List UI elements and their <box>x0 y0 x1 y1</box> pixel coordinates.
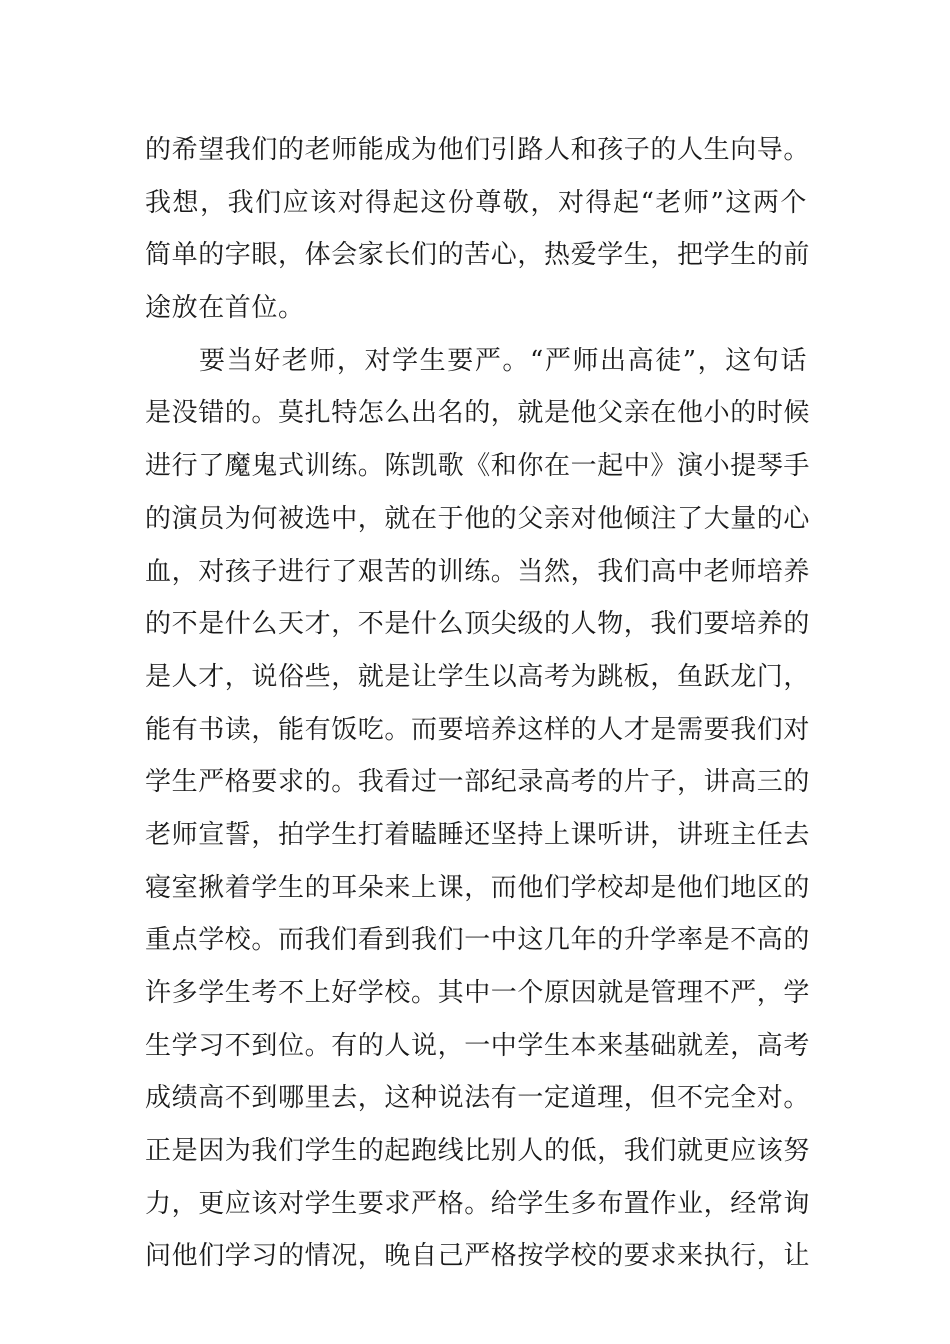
text-line: 血，对孩子进行了艰苦的训练。当然，我们高中老师培养 <box>145 556 811 587</box>
text-line: 力，更应该对学生要求严格。给学生多布置作业，经常询 <box>145 1188 811 1219</box>
text-line: 老师宣誓，拍学生打着瞌睡还坚持上课听讲，讲班主任去 <box>145 819 811 850</box>
text-line: 我想，我们应该对得起这份尊敬，对得起“老师”这两个 <box>145 187 807 218</box>
text-line: 问他们学习的情况，晚自己严格按学校的要求来执行，让 <box>145 1241 811 1272</box>
text-line: 简单的字眼，体会家长们的苦心，热爱学生，把学生的前 <box>145 240 811 271</box>
text-line: 能有书读，能有饭吃。而要培养这样的人才是需要我们对 <box>145 714 811 745</box>
paragraph-first-line: 要当好老师，对学生要严。“严师出高徒”，这句话 <box>199 345 807 376</box>
text-line: 是没错的。莫扎特怎么出名的，就是他父亲在他小的时候 <box>145 398 811 429</box>
text-line: 生学习不到位。有的人说，一中学生本来基础就差，高考 <box>145 1030 811 1061</box>
text-line: 的希望我们的老师能成为他们引路人和孩子的人生向导。 <box>145 135 811 165</box>
text-line: 重点学校。而我们看到我们一中这几年的升学率是不高的 <box>145 925 811 956</box>
text-line: 的演员为何被选中，就在于他的父亲对他倾注了大量的心 <box>145 503 811 534</box>
text-line: 是人才，说俗些，就是让学生以高考为跳板，鱼跃龙门， <box>145 661 811 692</box>
text-line: 正是因为我们学生的起跑线比别人的低，我们就更应该努 <box>145 1136 811 1167</box>
text-line: 寝室揪着学生的耳朵来上课，而他们学校却是他们地区的 <box>145 872 811 903</box>
text-line: 途放在首位。 <box>145 293 305 324</box>
body-text <box>145 124 811 1283</box>
text-line: 学生严格要求的。我看过一部纪录高考的片子，讲高三的 <box>145 767 811 798</box>
text-line: 的不是什么天才，不是什么顶尖级的人物，我们要培养的 <box>145 609 811 640</box>
text-line: 许多学生考不上好学校。其中一个原因就是管理不严，学 <box>145 978 811 1008</box>
text-line: 成绩高不到哪里去，这种说法有一定道理，但不完全对。 <box>145 1083 811 1114</box>
text-line: 进行了魔鬼式训练。陈凯歌《和你在一起中》演小提琴手 <box>145 451 811 482</box>
